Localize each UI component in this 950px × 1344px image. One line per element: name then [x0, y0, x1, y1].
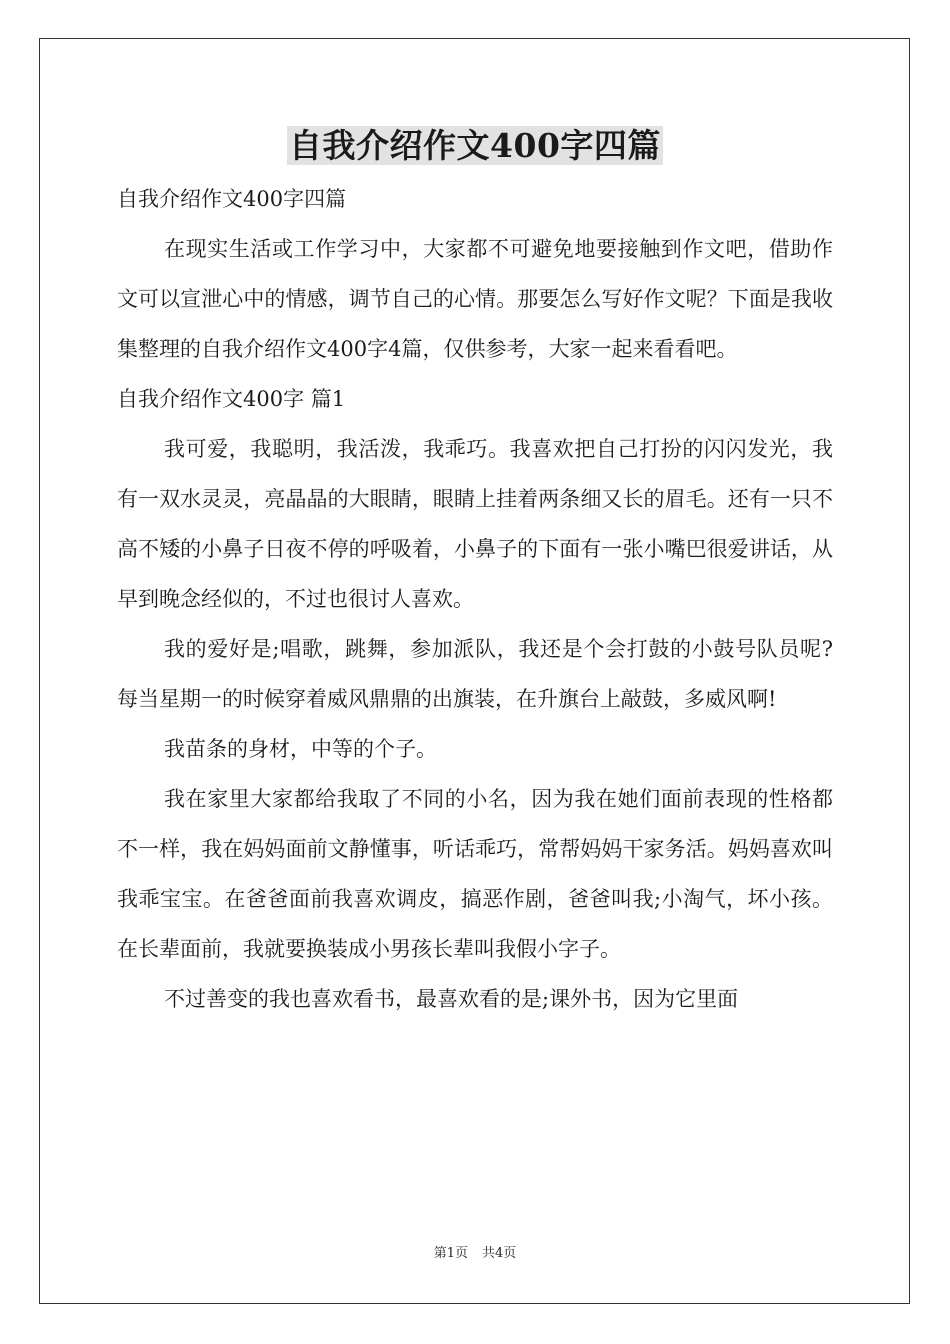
- body-paragraph: 我苗条的身材，中等的个子。: [164, 737, 437, 761]
- body-paragraph: 不过善变的我也喜欢看书，最喜欢看的是;课外书，因为它里面: [164, 987, 739, 1011]
- body-paragraph: 我在家里大家都给我取了不同的小名，因为我在她们面前表现的性格都不一样，我在妈妈面前文静懂事，听话乖巧，常帮妈妈干家务活。妈妈喜欢叫我乖宝宝。在爸爸面前我喜欢调皮，搞恶作剧，爸爸叫我;小淘气，坏小孩。在长辈面前，我就要换装成小男孩长辈叫我假小字子。: [117, 787, 833, 961]
- page-total: 共4页: [482, 1246, 517, 1261]
- document-body: [117, 174, 833, 1024]
- document-title: [0, 120, 950, 172]
- page-number: 第1页: [433, 1246, 468, 1261]
- body-paragraph: 我可爱，我聪明，我活泼，我乖巧。我喜欢把自己打扮的闪闪发光，我有一双水灵灵，亮晶晶的大眼睛，眼睛上挂着两条细又长的眉毛。还有一只不高不矮的小鼻子日夜不停的呼吸着，小鼻子的下面有一张小嘴巴很爱讲话，从早到晚念经似的，不过也很讨人喜欢。: [117, 437, 833, 611]
- subtitle-line: 自我介绍作文400字四篇: [117, 187, 347, 211]
- document-title-text: 自我介绍作文400字四篇: [289, 126, 661, 165]
- intro-paragraph: 在现实生活或工作学习中，大家都不可避免地要接触到作文吧，借助作文可以宣泄心中的情感，调节自己的心情。那要怎么写好作文呢？下面是我收集整理的自我介绍作文400字4篇，仅供参考，大家一起来看看吧。: [117, 237, 833, 361]
- body-paragraph: 我的爱好是;唱歌，跳舞，参加派队，我还是个会打鼓的小鼓号队员呢?每当星期一的时候穿着威风鼎鼎的出旗装，在升旗台上敲鼓，多威风啊!: [117, 637, 833, 711]
- section-heading: 自我介绍作文400字 篇1: [117, 387, 346, 411]
- page-footer: [0, 1244, 950, 1264]
